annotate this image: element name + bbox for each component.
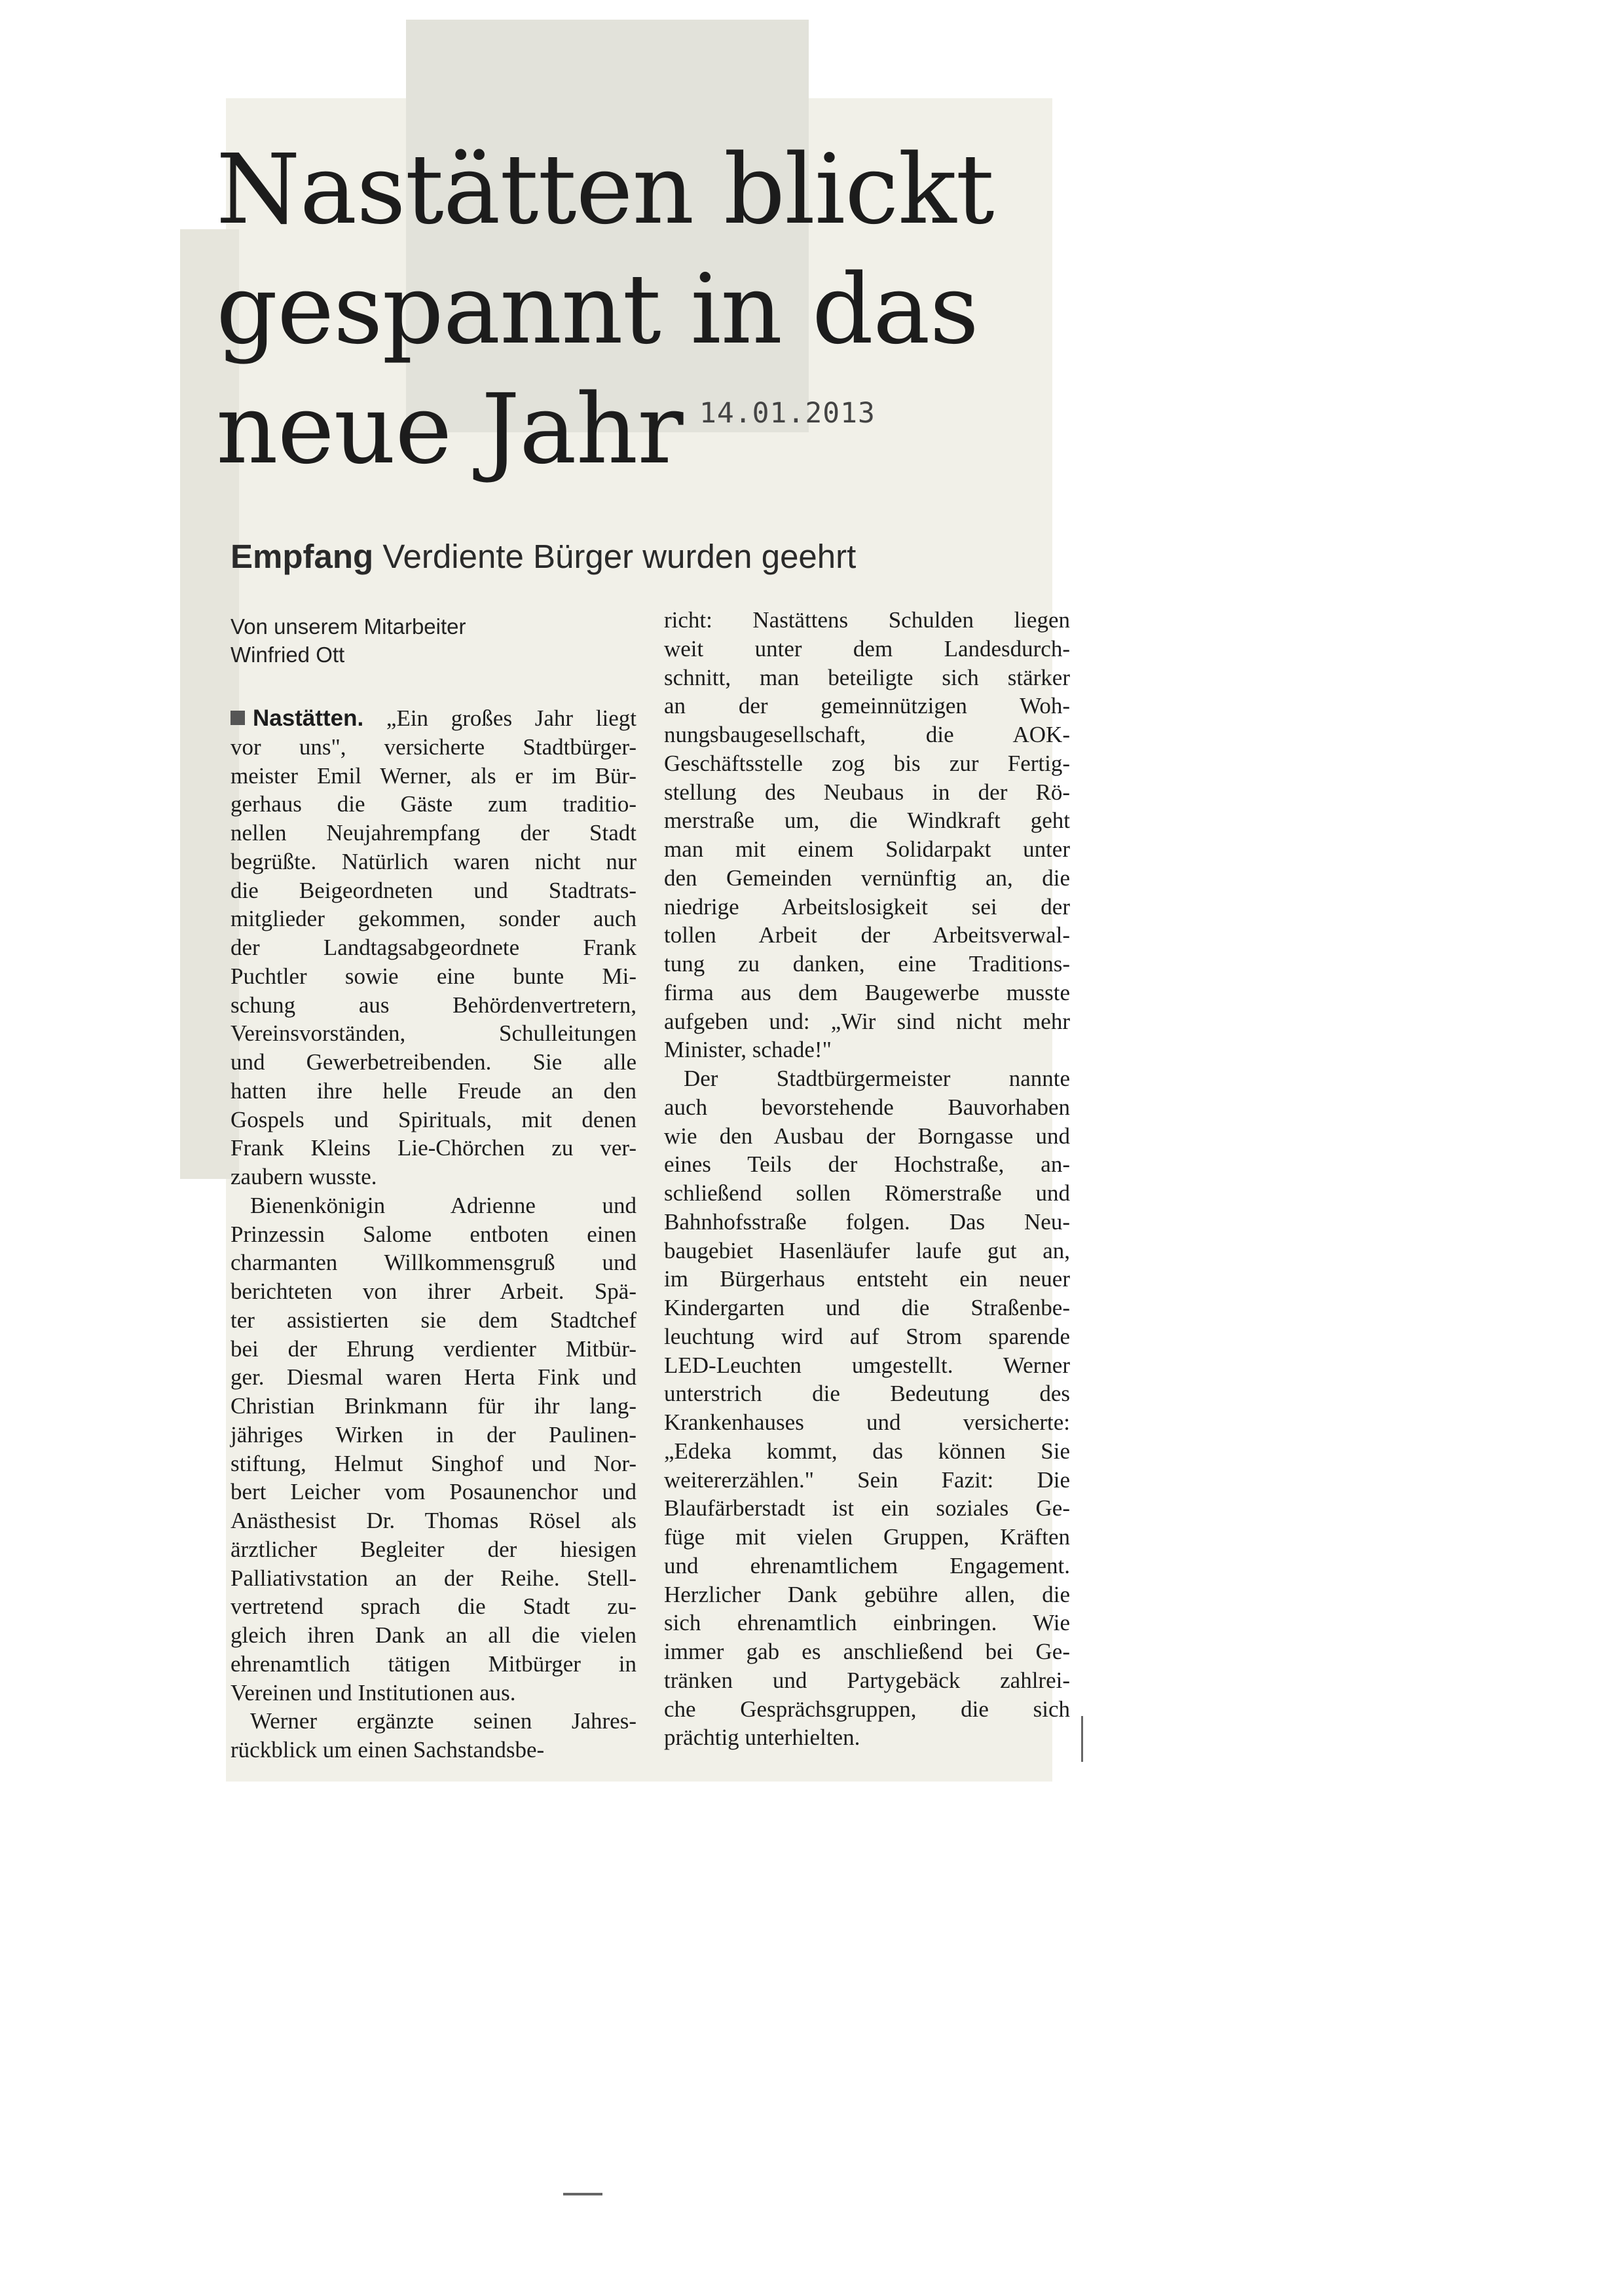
column-line: wie den Ausbau der Borngasse und: [664, 1123, 1070, 1149]
column-line: ger. Diesmal waren Herta Fink und: [231, 1364, 637, 1390]
column-line: tränken und Partygebäck zahlrei-: [664, 1667, 1070, 1693]
column-line: ter assistierten sie dem Stadtchef: [231, 1307, 637, 1333]
column-line: man mit einem Solidarpakt unter: [664, 836, 1070, 862]
column-line: nellen Neujahrempfang der Stadt: [231, 820, 637, 846]
column-line: eines Teils der Hochstraße, an-: [664, 1151, 1070, 1178]
column-line: der Landtagsabgeordnete Frank: [231, 935, 637, 960]
column-line: merstraße um, die Windkraft geht: [664, 808, 1070, 834]
column-edge-mark: [1081, 1716, 1083, 1762]
column-line: tung zu danken, eine Traditions-: [664, 951, 1070, 977]
column-line: Vereinen und Institutionen aus.: [231, 1679, 516, 1706]
column-line: Bahnhofsstraße folgen. Das Neu-: [664, 1208, 1070, 1235]
column-line: an der gemeinnützigen Woh-: [664, 693, 1070, 719]
column-line: vor uns", versicherte Stadtbürger-: [231, 734, 637, 760]
article-headline: [216, 130, 994, 489]
column-line: nungsbaugesellschaft, die AOK-: [664, 722, 1070, 747]
column-line: Prinzessin Salome entboten einen: [231, 1221, 637, 1247]
column-line: Blaufärberstadt ist ein soziales Ge-: [664, 1495, 1070, 1521]
column-line: tollen Arbeit der Arbeitsverwal-: [664, 922, 1070, 948]
column-line: sich ehrenamtlich einbringen. Wie: [664, 1610, 1070, 1636]
column-line: im Bürgerhaus entsteht ein neuer: [664, 1266, 1070, 1292]
column-line: baugebiet Hasenläufer laufe gut an,: [664, 1237, 1070, 1263]
column-line: prächtig unterhielten.: [664, 1725, 860, 1751]
column-line: Der Stadtbürgermeister nannte: [684, 1066, 1070, 1091]
article-column-1: [231, 704, 637, 1764]
column-line: die Beigeordneten und Stadtrats-: [231, 877, 637, 903]
column-line: Frank Kleins Lie-Chörchen zu ver-: [231, 1135, 637, 1161]
column-line: Puchtler sowie eine bunte Mi-: [231, 963, 637, 989]
column-line: zaubern wusste.: [231, 1164, 377, 1189]
lead-line: [231, 704, 637, 733]
column-line: begrüßte. Natürlich waren nicht nur: [231, 848, 637, 874]
headline-line: neue Jahr: [216, 373, 683, 485]
column-line: Werner ergänzte seinen Jahres-: [250, 1708, 637, 1734]
column-line: „Ein großes Jahr liegt: [386, 705, 637, 731]
column-line: che Gesprächsgruppen, die sich: [664, 1696, 1070, 1722]
column-line: meister Emil Werner, als er im Bür-: [231, 762, 637, 789]
column-line: aufgeben und: „Wir sind nicht mehr: [664, 1008, 1070, 1034]
column-line: niedrige Arbeitslosigkeit sei der: [664, 893, 1070, 920]
column-line: jähriges Wirken in der Paulinen-: [231, 1421, 637, 1447]
column-line: charmanten Willkommensgruß und: [231, 1250, 637, 1276]
column-line: rückblick um einen Sachstandsbe-: [231, 1737, 545, 1763]
column-line: Bienenkönigin Adrienne und: [250, 1192, 637, 1218]
lead-location: Nastätten.: [253, 705, 364, 731]
subtitle-kicker: Empfang: [231, 538, 374, 575]
column-line: den Gemeinden vernünftig an, die: [664, 865, 1070, 891]
headline-line: Nastätten blickt: [216, 134, 994, 246]
column-line: stiftung, Helmut Singhof und Nor-: [231, 1450, 637, 1476]
column-line: und ehrenamtlichem Engagement.: [664, 1552, 1070, 1578]
subtitle-text: Verdiente Bürger wurden geehrt: [382, 538, 857, 575]
column-line: Kindergarten und die Straßenbe-: [664, 1295, 1070, 1320]
column-line: Christian Brinkmann für ihr lang-: [231, 1393, 637, 1419]
byline-line: Von unserem Mitarbeiter: [231, 614, 466, 639]
column-line: berichteten von ihrer Arbeit. Spä-: [231, 1278, 637, 1304]
column-line: Krankenhauses und versicherte:: [664, 1409, 1070, 1435]
column-line: Gospels und Spirituals, mit denen: [231, 1106, 637, 1132]
column-line: bert Leicher vom Posaunenchor und: [231, 1479, 637, 1505]
headline-line: gespannt in das: [216, 253, 979, 365]
column-line: vertretend sprach die Stadt zu-: [231, 1594, 637, 1620]
column-line: weitererzählen." Sein Fazit: Die: [664, 1466, 1070, 1493]
column-line: mitglieder gekommen, sonder auch: [231, 906, 637, 932]
column-line: schnitt, man beteiligte sich stärker: [664, 664, 1070, 690]
byline: [231, 612, 466, 669]
column-line: Vereinsvorständen, Schulleitungen: [231, 1020, 637, 1047]
column-line: schung aus Behördenvertretern,: [231, 992, 637, 1018]
column-line: gerhaus die Gäste zum traditio-: [231, 791, 637, 817]
square-bullet-icon: [231, 711, 245, 725]
column-line: richt: Nastättens Schulden liegen: [664, 607, 1070, 633]
column-line: auch bevorstehende Bauvorhaben: [664, 1094, 1070, 1120]
date-stamp: 14.01.2013: [699, 397, 876, 430]
scan-speck: [563, 2193, 602, 2195]
column-line: unterstrich die Bedeutung des: [664, 1381, 1070, 1407]
column-line: leuchtung wird auf Strom sparende: [664, 1323, 1070, 1349]
column-line: Anästhesist Dr. Thomas Rösel als: [231, 1508, 637, 1533]
column-line: bei der Ehrung verdienter Mitbür-: [231, 1335, 637, 1362]
column-line: gleich ihren Dank an all die vielen: [231, 1622, 637, 1648]
column-line: immer gab es anschließend bei Ge-: [664, 1639, 1070, 1664]
column-line: Herzlicher Dank gebühre allen, die: [664, 1581, 1070, 1607]
column-line: „Edeka kommt, das können Sie: [664, 1438, 1070, 1464]
column-line: weit unter dem Landesdurch-: [664, 635, 1070, 662]
column-line: ärztlicher Begleiter der hiesigen: [231, 1536, 637, 1562]
column-line: Minister, schade!": [664, 1037, 832, 1063]
column-line: firma aus dem Baugewerbe musste: [664, 979, 1070, 1005]
column-line: hatten ihre helle Freude an den: [231, 1077, 637, 1104]
column-line: Geschäftsstelle zog bis zur Fertig-: [664, 750, 1070, 776]
column-line: LED-Leuchten umgestellt. Werner: [664, 1352, 1070, 1378]
byline-line: Winfried Ott: [231, 643, 345, 667]
column-line: füge mit vielen Gruppen, Kräften: [664, 1524, 1070, 1550]
column-line: und Gewerbetreibenden. Sie alle: [231, 1049, 637, 1075]
article-subtitle: [231, 537, 856, 576]
article-column-2: [664, 606, 1070, 1752]
column-line: schließend sollen Römerstraße und: [664, 1180, 1070, 1206]
column-line: stellung des Neubaus in der Rö-: [664, 779, 1070, 805]
column-line: ehrenamtlich tätigen Mitbürger in: [231, 1651, 637, 1677]
column-line: Palliativstation an der Reihe. Stell-: [231, 1565, 637, 1591]
